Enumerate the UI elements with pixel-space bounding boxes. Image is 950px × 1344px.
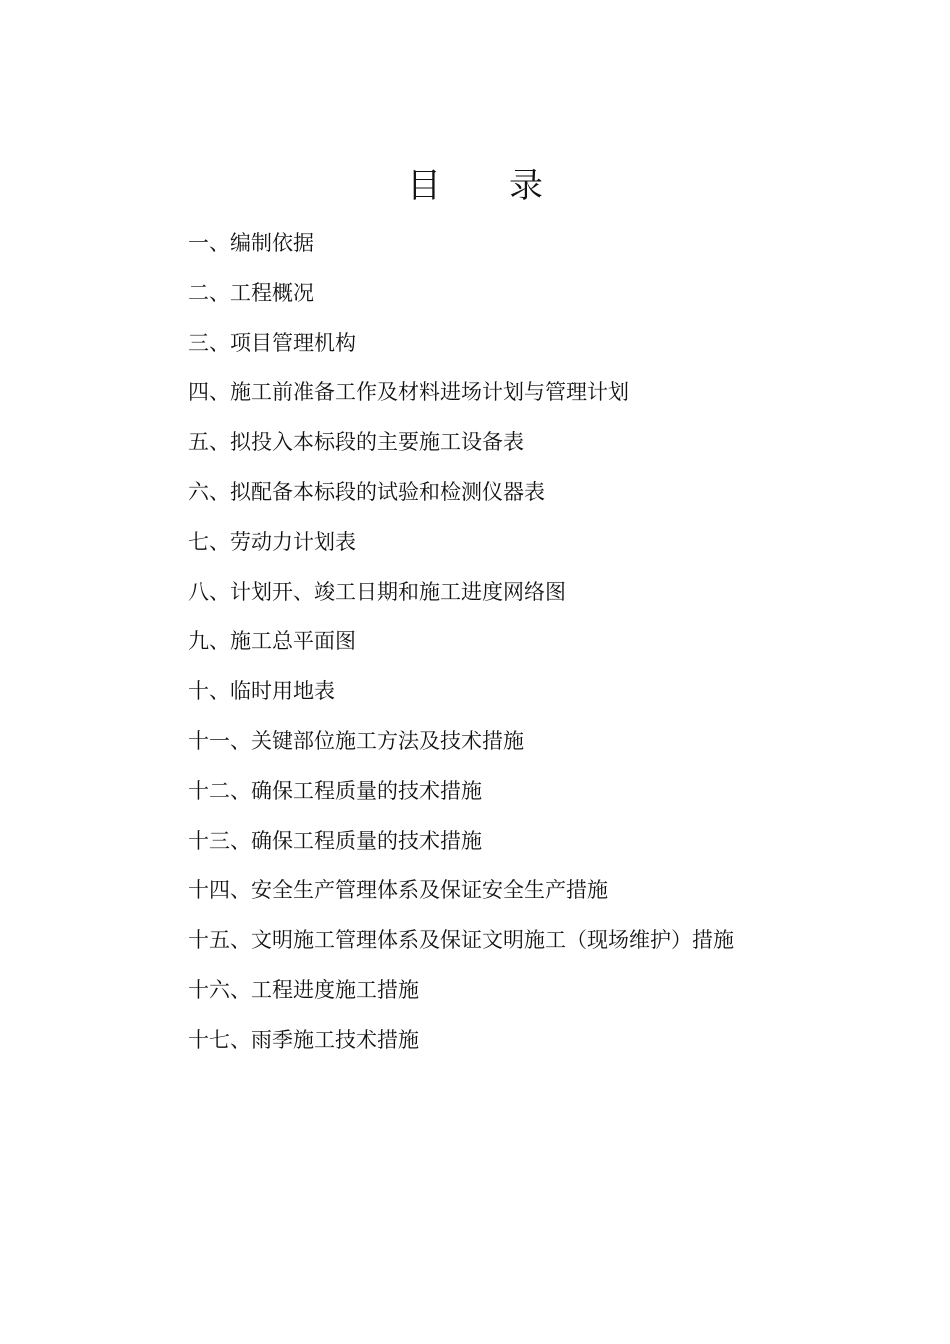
toc-item: 四、施工前准备工作及材料进场计划与管理计划 <box>188 380 629 405</box>
toc-item: 一、编制依据 <box>188 231 314 255</box>
table-of-contents <box>188 226 734 1073</box>
toc-item: 十四、安全生产管理体系及保证安全生产措施 <box>188 878 608 903</box>
toc-item: 七、劳动力计划表 <box>188 529 356 554</box>
title-char-1: 目 <box>407 166 441 206</box>
toc-item: 八、计划开、竣工日期和施工进度网络图 <box>188 579 566 604</box>
title-char-2: 录 <box>509 166 543 206</box>
toc-item: 十七、雨季施工技术措施 <box>188 1027 419 1052</box>
toc-item: 五、拟投入本标段的主要施工设备表 <box>188 430 524 455</box>
toc-item: 二、工程概况 <box>188 280 314 305</box>
toc-item: 十、临时用地表 <box>188 679 335 704</box>
toc-item: 三、项目管理机构 <box>188 330 356 355</box>
toc-item: 十五、文明施工管理体系及保证文明施工（现场维护）措施 <box>188 928 734 953</box>
toc-item: 六、拟配备本标段的试验和检测仪器表 <box>188 479 545 504</box>
toc-item: 十六、工程进度施工措施 <box>188 977 419 1002</box>
toc-item: 九、施工总平面图 <box>188 629 356 654</box>
toc-item: 十三、确保工程质量的技术措施 <box>188 828 482 853</box>
toc-item: 十一、关键部位施工方法及技术措施 <box>188 728 524 753</box>
toc-item: 十二、确保工程质量的技术措施 <box>188 778 482 803</box>
page-title <box>0 162 950 210</box>
